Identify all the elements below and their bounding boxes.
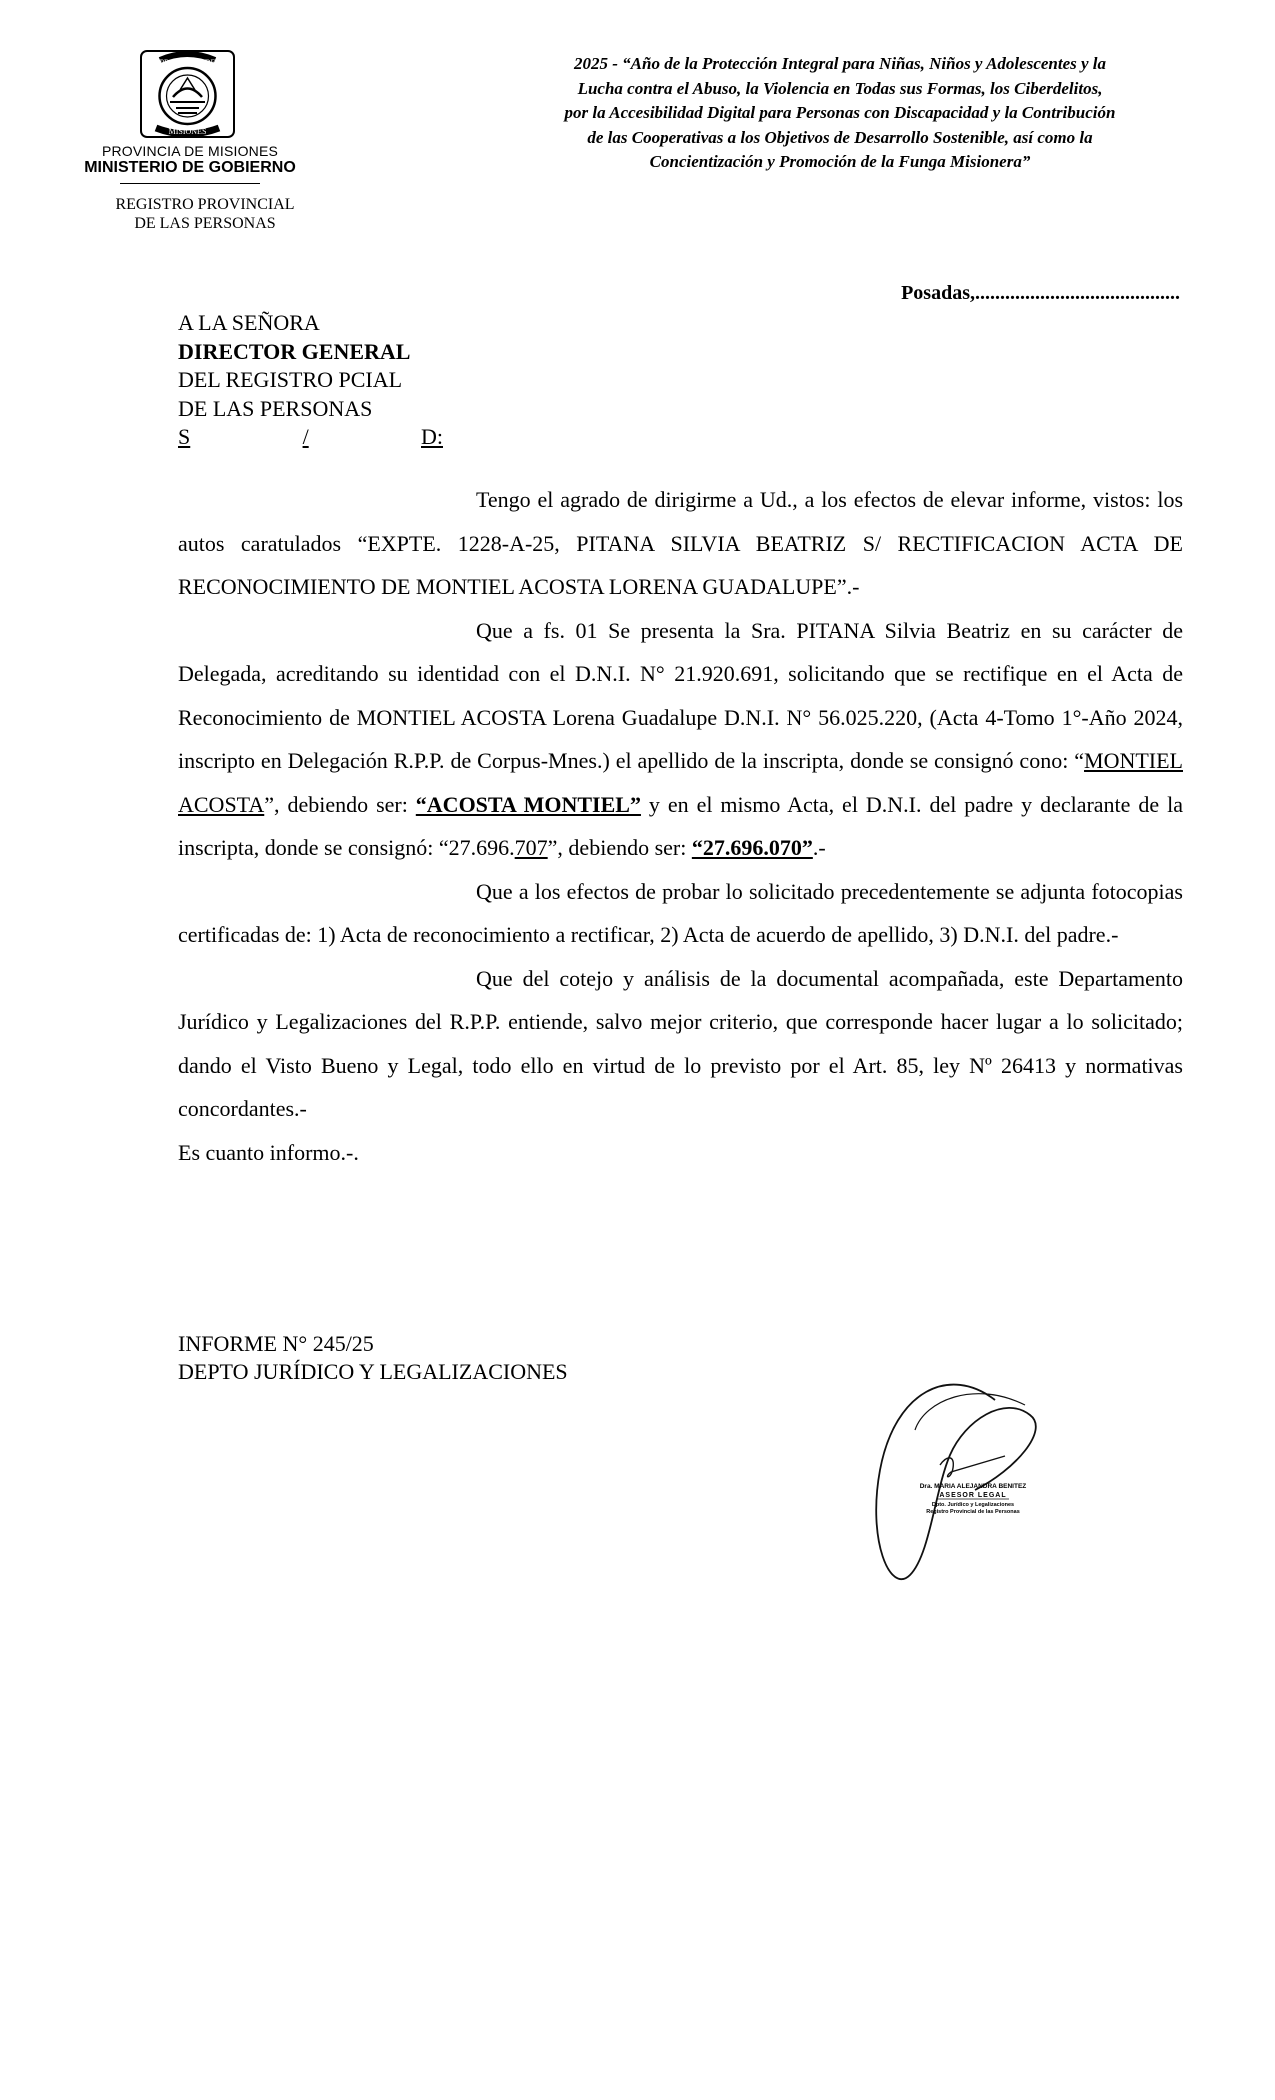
addressee-line-4: DE LAS PERSONAS — [178, 395, 373, 421]
paragraph-4: Que del cotejo y análisis de la documental acompañada, este Departamento Jurídico y Legalizaciones del R.P.P. entiende, salvo mejor criterio, que corresponde hacer lugar a lo solicitado; dando el Visto Bueno y Legal, todo ello en virtud de lo previsto por el Art. 85, ley Nº 26413 y normativas concordantes.- — [178, 965, 1183, 1121]
sd-s: S — [178, 424, 191, 449]
seal-text-bottom: MISIONES — [168, 127, 207, 136]
p2-text-e: .- — [812, 835, 826, 860]
province-seal-logo — [140, 50, 235, 138]
p2-text-b: ”, debiendo ser: — [264, 791, 416, 817]
paragraph-2 — [178, 609, 1183, 870]
motto-line: por la Accesibilidad Digital para Personas con Discapacidad y la Contribución — [564, 103, 1116, 122]
sd-d: D: — [421, 424, 443, 449]
department-name: DEPTO JURÍDICO Y LEGALIZACIONES — [178, 1359, 568, 1384]
registry-line-2: DE LAS PERSONAS — [134, 215, 276, 232]
ministry-name: MINISTERIO DE GOBIERNO — [84, 159, 296, 176]
seal-text-top: PROVINCIA DE — [159, 58, 216, 67]
addressee-line-3: DEL REGISTRO PCIAL — [178, 367, 403, 392]
province-name: PROVINCIA DE MISIONES — [101, 143, 279, 159]
wrong-dni-part: 707 — [514, 835, 548, 860]
motto-line: 2025 - “Año de la Protección Integral para Niñas, Niños y Adolescentes y la — [573, 54, 1107, 73]
p2-text-a: Que a fs. 01 Se presenta la Sra. PITANA Silvia Beatriz en su carácter de Delegada, acreditando su identidad con el D.N.I. N° 21.920.691, solicitando que se rectifique en el Acta de Reconocimiento de MONTIEL ACOSTA Lorena Guadalupe D.N.I. N° 56.025.220, (Acta 4-Tomo 1°-Año 2024, inscripto en Delegación R.P.P. de Corpus-Mnes.) el apellido de la inscripta, donde se consignó cono: “ — [178, 617, 1183, 773]
signature-stamp — [855, 1360, 1055, 1610]
report-body — [178, 478, 1183, 1174]
correct-surname: “ACOSTA MONTIEL” — [415, 791, 641, 817]
stamp-name: Dra. MARIA ALEJANDRA BENITEZ — [919, 1483, 1027, 1490]
sd-line — [178, 423, 443, 452]
sd-slash: / — [302, 424, 309, 449]
addressee-block — [178, 309, 443, 452]
header-divider — [120, 183, 260, 184]
stamp-line-3: Dpto. Jurídico y Legalizaciones — [931, 1502, 1015, 1508]
stamp-line-4: Registro Provincial de las Personas — [926, 1509, 1020, 1515]
wrong-surname: MONTIEL ACOSTA — [178, 748, 1183, 817]
year-motto — [500, 52, 1180, 175]
addressee-title: DIRECTOR GENERAL — [178, 338, 411, 364]
report-number: INFORME N° 245/25 — [178, 1331, 374, 1356]
correct-dni: “27.696.070” — [691, 835, 813, 860]
p2-text-c: y en el mismo Acta, el D.N.I. del padre y declarante de la inscripta, donde se consignó: “27.696. — [178, 791, 1183, 860]
registry-line-1: REGISTRO PROVINCIAL — [115, 196, 295, 213]
motto-line: Concientización y Promoción de la Funga Misionera” — [649, 152, 1031, 171]
stamp-title: ASESOR LEGAL — [939, 1492, 1007, 1499]
closing-block — [178, 1330, 568, 1386]
addressee-line-1: A LA SEÑORA — [178, 310, 320, 335]
paragraph-3: Que a los efectos de probar lo solicitado precedentemente se adjunta fotocopias certificadas de: 1) Acta de reconocimiento a rectificar, 2) Acta de acuerdo de apellido, 3) D.N.I. del padre.- — [178, 878, 1183, 947]
paragraph-1: Tengo el agrado de dirigirme a Ud., a los efectos de elevar informe, vistos: los autos caratulados “EXPTE. 1228-A-25, PITANA SILVIA BEATRIZ S/ RECTIFICACION ACTA DE RECONOCIMIENTO DE MONTIEL ACOSTA LORENA GUADALUPE”.- — [178, 487, 1183, 599]
motto-line: Lucha contra el Abuso, la Violencia en Todas sus Formas, los Ciberdelitos, — [577, 78, 1103, 98]
place-date: Posadas,......................................... — [901, 282, 1180, 304]
motto-line: de las Cooperativas a los Objetivos de Desarrollo Sostenible, así como la — [587, 127, 1093, 147]
p2-text-d: ”, debiendo ser: — [547, 835, 692, 860]
paragraph-5: Es cuanto informo.-. — [178, 1139, 359, 1165]
